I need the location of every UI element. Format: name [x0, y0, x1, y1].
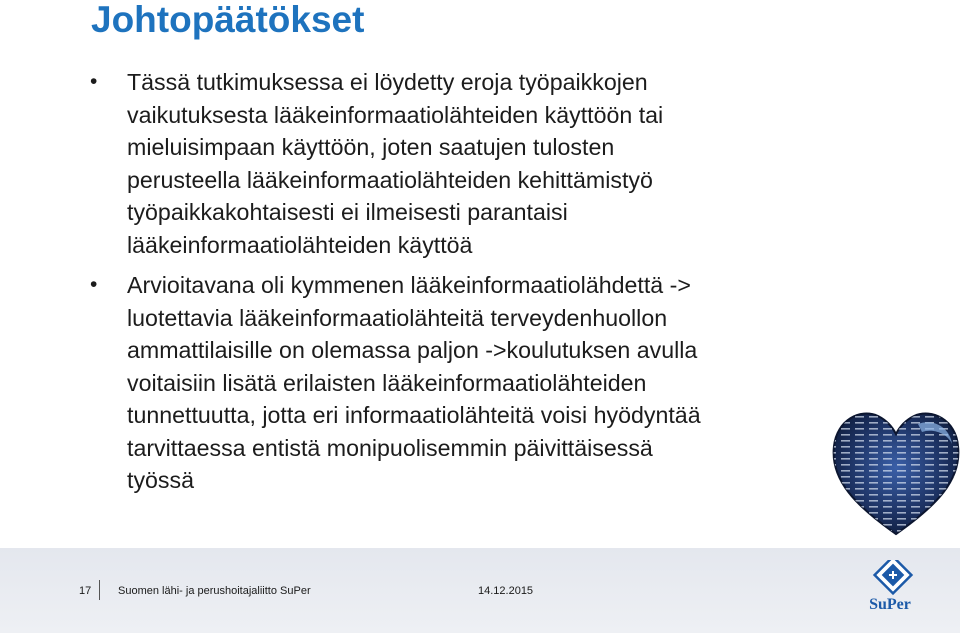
super-logo-icon [858, 560, 928, 630]
logo-text: SuPer [869, 596, 911, 613]
bullet-line: Tässä tutkimuksessa ei löydetty eroja työpaikkojen [127, 69, 648, 95]
bullet-line: Arvioitavana oli kymmenen lääkeinformaatiolähdettä -> [127, 272, 691, 298]
bullet-item [90, 66, 820, 261]
bullet-line: työssä [127, 467, 195, 493]
heart-collage-icon [826, 402, 960, 540]
bullet-line: työpaikkakohtaisesti ei ilmeisesti parantaisi [127, 199, 568, 225]
bullet-item [90, 269, 820, 497]
bullet-line: luotettavia lääkeinformaatiolähteitä terveydenhuollon [127, 304, 668, 331]
slide-title: Johtopäätökset [91, 0, 365, 40]
organization-name: Suomen lähi- ja perushoitajaliitto SuPer [118, 585, 311, 597]
footer-date: 14.12.2015 [478, 585, 534, 597]
bullet-line: lääkeinformaatiolähteiden käyttöä [127, 231, 473, 258]
bullet-dot: • [90, 70, 98, 93]
bullet-list [90, 66, 820, 505]
bullet-dot: • [90, 273, 98, 296]
bullet-line: tarvittaessa entistä monipuolisemmin päivittäisessä [127, 434, 653, 461]
bullet-line: ammattilaisille on olemassa paljon ->koulutuksen avulla [127, 337, 698, 363]
bullet-line: mieluisimpaan käyttöön, joten saatujen tulosten [127, 134, 615, 160]
slide-number: 17 [79, 585, 92, 597]
footer-divider [99, 580, 100, 600]
bullet-line: voitaisiin lisätä erilaisten lääkeinformaatiolähteiden [127, 369, 647, 396]
bullet-line: perusteella lääkeinformaatiolähteiden kehittämistyö [127, 166, 653, 193]
bullet-line: tunnettuutta, jotta eri informaatiolähteitä voisi hyödyntää [127, 402, 701, 428]
bullet-line: vaikutuksesta lääkeinformaatiolähteiden käyttöön tai [127, 101, 664, 128]
